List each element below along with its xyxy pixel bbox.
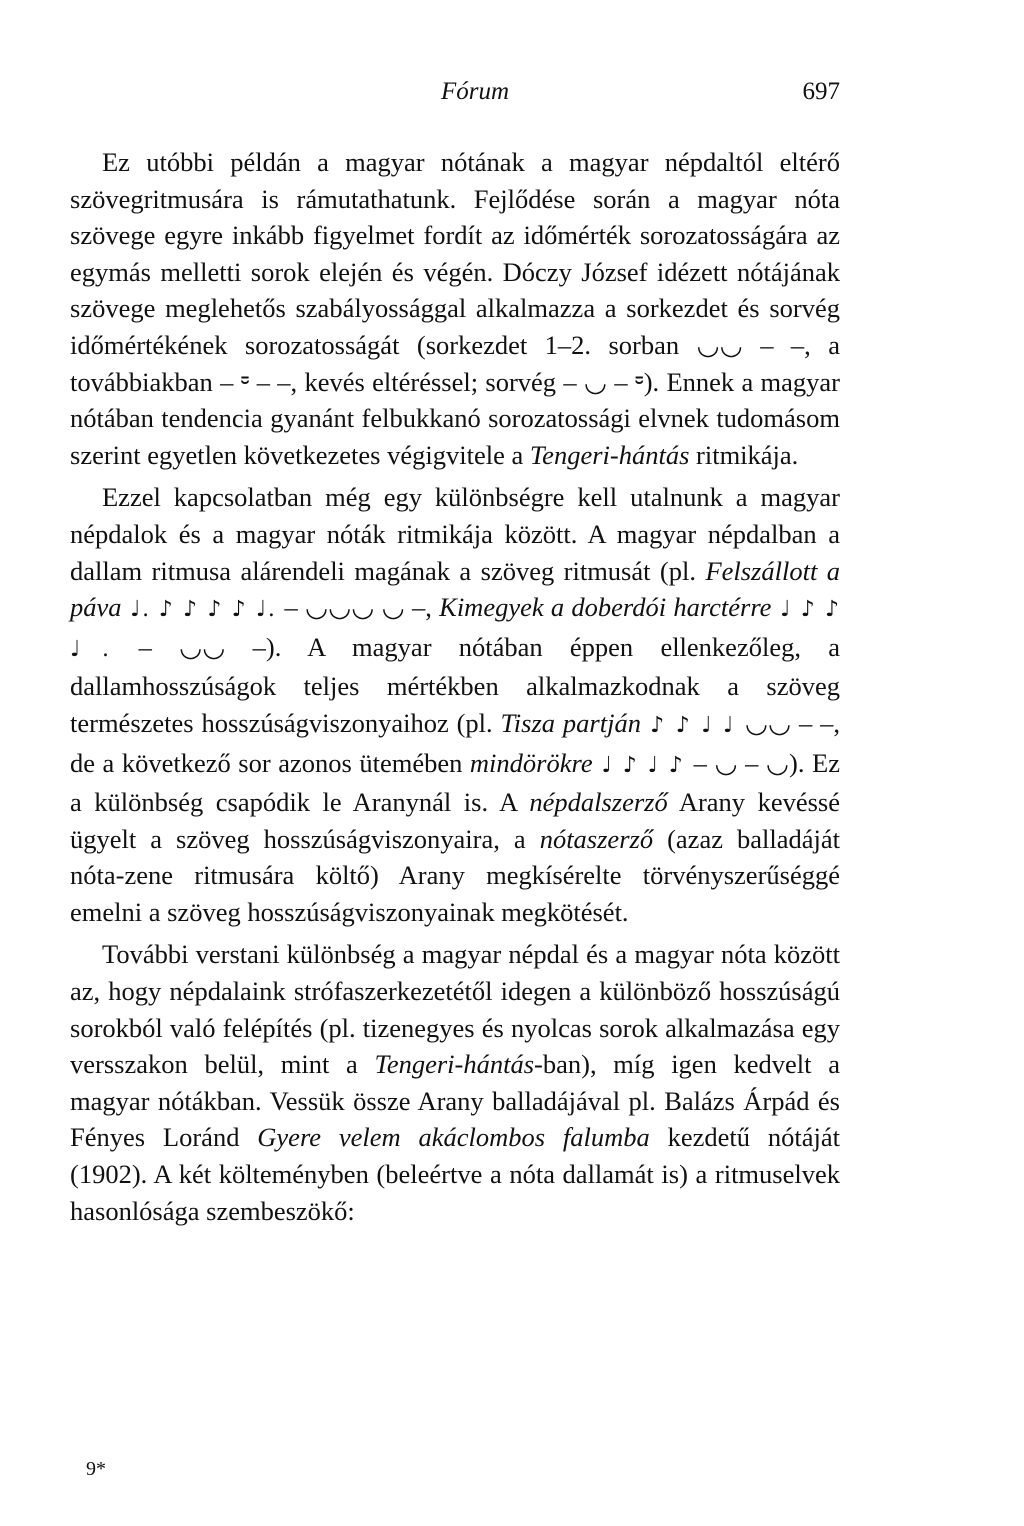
text-run: További verstani különbség a magyar népdal és a magyar nóta között az, hogy népdalaink strófaszerkezetétől idegen a különböző hosszúságú sorokból való felépítés (pl. tizenegyes és nyolcas sorok alkalmazása egy versszakon belül, mint a (70, 939, 840, 1080)
italic-title: Tengeri-hántás (529, 439, 690, 470)
rhythm-notation: ♩. ♪ ♪ ♪ ♪ ♩. (121, 597, 285, 623)
text-run: kezdetű nótáját (1902). A két költeményben (beleértve a nóta dallamát is) a ritmuselvek hasonlósága szembeszökő: (70, 1122, 840, 1226)
text-run: Arany kevéssé ügyelt a szöveg hosszúságviszonyaira, a (70, 787, 840, 854)
text-run: – ◡◡ –). A magyar nótában éppen ellenkezőleg, a dallamhosszúságok teljes mértékben alkalmazkodnak a szöveg természetes hosszúságviszonyaihoz (pl. (70, 631, 840, 738)
italic-title: Tengeri-hántás (374, 1049, 535, 1080)
text-run: – ◡◡◡ ◡ –, (284, 592, 440, 623)
text-run: -ban), míg igen kedvelt a magyar nótákban. Vessük össze Arany balladájával pl. Balázs Árpád és Fényes Loránd (70, 1049, 840, 1153)
italic-title: Kimegyek a doberdói harctérre (439, 592, 772, 623)
page-number: 697 (802, 78, 840, 105)
paragraph (70, 479, 840, 930)
italic-title: mindörökre (469, 747, 593, 778)
rhythm-notation: ♩ ♪ ♪ ♩. (70, 597, 841, 662)
italic-title: nótaszerző (539, 823, 654, 854)
running-head (70, 78, 840, 112)
body-text (70, 144, 840, 1231)
text-run: ◡◡ – –, de a következő sor azonos ütemében (70, 707, 840, 778)
italic-title: Felszállott a páva (70, 555, 841, 623)
rhythm-notation: ♪ ♪ ♩ ♩ (640, 712, 745, 738)
text-run: (azaz balladáját nóta-zene ritmusára költő) Arany megkísérelte törvényszerűséggé emelni a szöveg hosszúságviszonyainak megkötését. (70, 823, 840, 927)
running-title: Fórum (440, 78, 510, 105)
text-run: – ◡ – ◡). Ez a különbség csapódik le Aranynál is. A (70, 747, 840, 818)
text-run: ritmikája. (689, 439, 799, 470)
italic-title: Tisza partján (500, 707, 641, 738)
text-run: Ezzel kapcsolatban még egy különbségre kell utalnunk a magyar népdalok és a magyar nóták ritmikája között. A magyar népdalban a dallam ritmusa alárendeli magának a szöveg ritmusát (pl. (70, 482, 840, 586)
text-run: Ez utóbbi példán a magyar nótának a magyar népdaltól eltérő szövegritmusára is rámutathatunk. Fejlődése során a magyar nóta szövege egyre inkább figyelmet fordít az időmérték sorozatosságára az egymás melletti sorok elején és végén. Dóczy József idézett nótájának szövege meglehetős szabályossággal alkalmazza a sorkezdet és sorvég időmértékének sorozatosságát (sorkezdet 1–2. sorban ◡◡ – –, a továbbiakban – ⏒ – –, kevés eltéréssel; sorvég – ◡ – ⏒). Ennek a magyar nótában tendencia gyanánt felbukkanó sorozatossági elvnek tudomásom szerint egyetlen következetes végigvitele a (70, 147, 840, 470)
printer-signature: 9* (86, 1458, 106, 1480)
paragraph (70, 936, 840, 1229)
rhythm-notation: ♩ ♪ ♩ ♪ (592, 752, 694, 778)
italic-title: népdalszerző (529, 787, 668, 818)
italic-title: Gyere velem akáclombos falumba (257, 1122, 650, 1153)
paragraph (70, 144, 840, 473)
